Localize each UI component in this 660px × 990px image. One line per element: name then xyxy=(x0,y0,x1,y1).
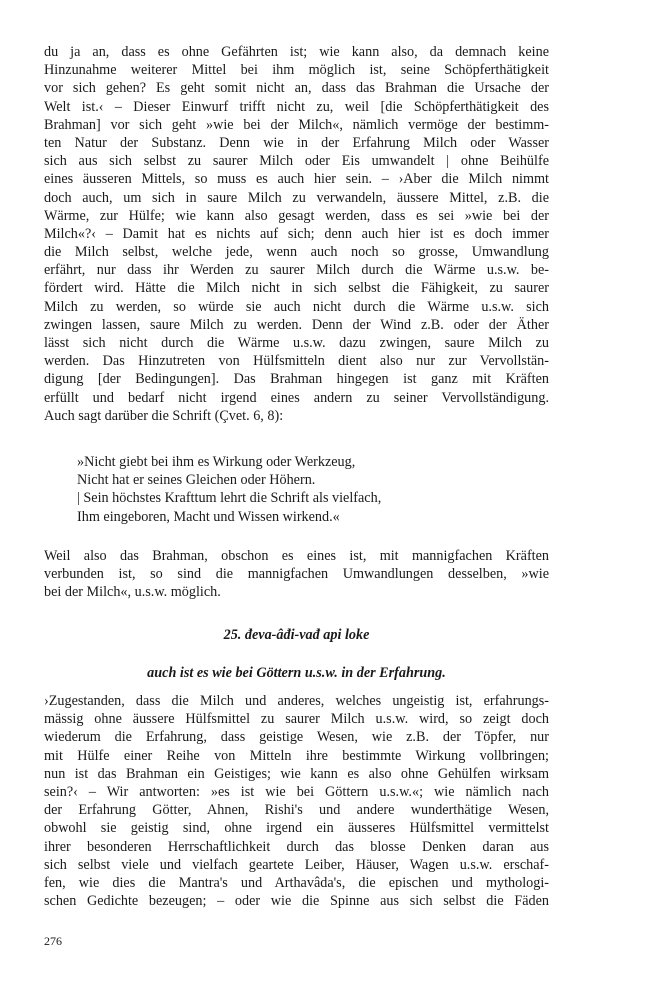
text-line: Milch«?‹ – Damit hat es nichts auf sich; denn auch hier ist es doch immer xyxy=(44,225,549,242)
text-line: wiederum die Erfahrung, dass geistige Wesen, wie z.B. der Töpfer, nur xyxy=(44,729,549,746)
text-line: sich selbst viele und vielfach geartete Leiber, Häuser, Wagen u.s.w. erschaf- xyxy=(44,856,549,873)
text-line: erfährt, nur dass ihr Werden zu saurer Milch durch die Wärme u.s.w. be- xyxy=(44,262,549,279)
text-line: vor sich gehen? Es geht somit nicht an, dass das Brahman die Ursache der xyxy=(44,80,549,97)
text-line: Milch zu werden, so würde sie auch nicht durch die Wärme u.s.w. sich xyxy=(44,298,549,315)
text-line: Brahman] vor sich geht »wie bei der Milch«, nämlich vermöge der bestimm- xyxy=(44,116,549,133)
text-line: Ihm eingeboren, Macht und Wissen wirkend.« xyxy=(77,508,340,525)
text-line: sich aus sich selbst zu saurer Milch oder Eis umwandelt | ohne Beihülfe xyxy=(44,153,549,170)
text-line: werden. Das Hinzutreten von Hülfsmitteln dient also nur zur Vervollstän- xyxy=(44,353,549,370)
text-line: fen, wie dies die Mantra's und Arthavâda's, die epischen und mythologi- xyxy=(44,874,549,891)
text-line: nun ist das Brahman ein Geistiges; wie kann es also ohne Gehülfen wirksam xyxy=(44,765,549,782)
paragraph-3 xyxy=(44,692,549,910)
text-line: schen Gedichte bezeugen; – oder wie die Spinne aus sich selbst die Fäden xyxy=(44,893,549,910)
text-line: Wärme, zur Hülfe; wie kann also gesagt werden, dass es sei »wie bei der xyxy=(44,207,549,224)
text-line: obwohl sie geistig sind, ohne irgend ein äusseres Hülfsmittel vermittelst xyxy=(44,820,549,837)
text-line: der Erfahrung Götter, Ahnen, Rishi's und andere wunderthätige Wesen, xyxy=(44,802,549,819)
text-line: verbunden ist, so sind die mannigfachen Umwandlungen desselben, »wie xyxy=(44,566,549,583)
paragraph-1 xyxy=(44,43,549,425)
text-line: eines äusseren Mittels, so muss es auch hier sein. – ›Aber die Milch nimmt xyxy=(44,171,549,188)
text-line: ihrer besonderen Herrschaftlichkeit durch das blosse Denken daran aus xyxy=(44,838,549,855)
text-line: du ja an, dass es ohne Gefährten ist; wie kann also, da demnach keine xyxy=(44,44,549,60)
page-number: 276 xyxy=(44,934,62,948)
text-line: Nicht hat er seines Gleichen oder Höhern. xyxy=(77,472,316,489)
text-line: fördert wird. Hätte die Milch nicht in sich selbst die Fähigkeit, zu saurer xyxy=(44,280,549,297)
text-line: bei der Milch«, u.s.w. möglich. xyxy=(44,584,221,601)
sutra-heading-sanskrit: 25. đeva-âđi-vađ api loke xyxy=(223,627,370,643)
sutra-heading-german: auch ist es wie bei Göttern u.s.w. in der Erfahrung. xyxy=(147,665,446,681)
verse-quotation xyxy=(77,453,497,526)
text-line: erfüllt und bedarf nicht irgend eines andern zu seiner Vervollständigung. xyxy=(44,389,549,406)
text-line: lässt sich nicht durch die Wärme u.s.w. dazu zwingen, saure Milch zu xyxy=(44,335,549,351)
text-line: ›Zugestanden, dass die Milch und anderes, welches ungeistig ist, erfahrungs- xyxy=(44,693,549,709)
text-line: »Nicht giebt bei ihm es Wirkung oder Werkzeug, xyxy=(77,454,356,470)
text-line: Hinzunahme weiterer Mittel bei ihm möglich ist, seine Schöpferthätigkeit xyxy=(44,62,549,79)
paragraph-2 xyxy=(44,547,549,602)
text-line: die Milch selbst, welche jede, wenn auch noch so grosse, Umwandlung xyxy=(44,244,549,261)
text-line: | Sein höchstes Krafttum lehrt die Schrift als vielfach, xyxy=(77,490,382,507)
text-line: mit Hülfe einer Reihe von Mitteln ihre bestimmte Wirkung vollbringen; xyxy=(44,747,549,764)
text-line: sein?‹ – Wir antworten: »es ist wie bei Göttern u.s.w.«; wie nämlich nach xyxy=(44,783,549,800)
text-line: Auch sagt darüber die Schrift (Çvet. 6, 8): xyxy=(44,407,284,424)
text-line: zwingen lassen, saure Milch zu werden. Denn der Wind z.B. oder der Äther xyxy=(44,316,549,333)
text-line: Weil also das Brahman, obschon es eines ist, mit mannigfachen Kräften xyxy=(44,548,549,564)
text-line: digung [der Bedingungen]. Das Brahman hingegen ist ganz mit Kräften xyxy=(44,371,549,388)
text-line: doch auch, um sich in saure Milch zu verwandeln, äussere Mittel, z.B. die xyxy=(44,189,549,206)
text-line: ten Natur der Substanz. Denn wie in der Erfahrung Milch oder Wasser xyxy=(44,134,549,151)
text-line: mässig ohne äussere Hülfsmittel zu saurer Milch u.s.w. wird, so zeigt doch xyxy=(44,711,549,728)
text-line: Welt ist.‹ – Dieser Einwurf trifft nicht zu, weil [die Schöpferthätigkeit des xyxy=(44,98,549,115)
